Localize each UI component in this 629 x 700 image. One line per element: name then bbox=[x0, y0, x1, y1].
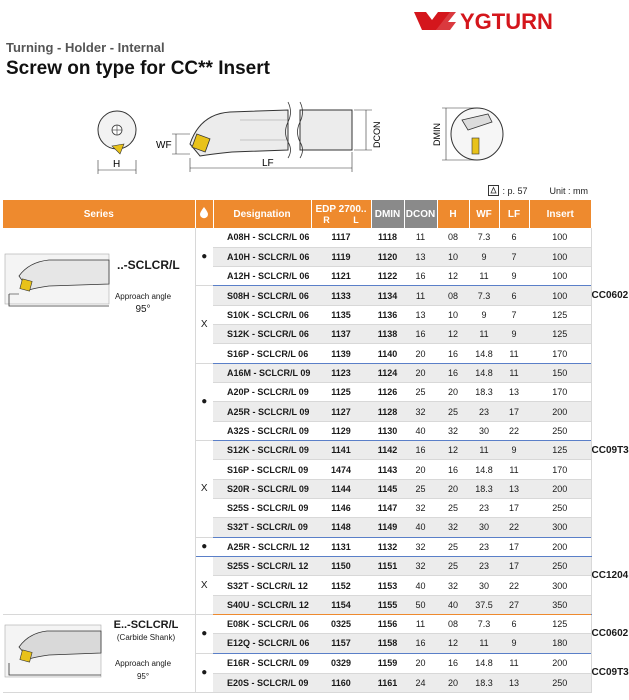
designation-cell: S20R - SCLCR/L 09 bbox=[213, 479, 311, 498]
dcon-cell: 08 bbox=[437, 286, 469, 305]
dcon-cell: 32 bbox=[437, 576, 469, 595]
lf-cell: 250 bbox=[529, 673, 591, 692]
edp-r-cell: 1160 bbox=[311, 673, 371, 692]
holder-diagram bbox=[0, 92, 594, 184]
series-1-approach-value: 95° bbox=[135, 304, 151, 315]
edp-l-cell: 1138 bbox=[371, 325, 404, 344]
designation-cell: E12Q - SCLCR/L 06 bbox=[213, 634, 311, 653]
designation-cell: E16R - SCLCR/L 09 bbox=[213, 653, 311, 673]
edp-l-cell: 1130 bbox=[371, 421, 404, 440]
lf-cell: 100 bbox=[529, 286, 591, 305]
edp-l-cell: 1134 bbox=[371, 286, 404, 305]
h-cell: 23 bbox=[469, 498, 499, 517]
edp-r-cell: 1119 bbox=[311, 247, 371, 266]
edp-r-cell: 1135 bbox=[311, 305, 371, 324]
h-cell: 37.5 bbox=[469, 595, 499, 614]
edp-r-cell: 1117 bbox=[311, 228, 371, 247]
wf-cell: 9 bbox=[499, 267, 529, 286]
lf-cell: 170 bbox=[529, 383, 591, 402]
dcon-cell: 12 bbox=[437, 634, 469, 653]
label-h: H bbox=[113, 159, 121, 170]
dcon-cell: 25 bbox=[437, 537, 469, 556]
edp-l-cell: 1147 bbox=[371, 498, 404, 517]
wf-cell: 9 bbox=[499, 325, 529, 344]
edp-r-cell: 1133 bbox=[311, 286, 371, 305]
dcon-cell: 16 bbox=[437, 653, 469, 673]
edp-r-cell: 1474 bbox=[311, 460, 371, 479]
dcon-cell: 32 bbox=[437, 518, 469, 537]
brand-logo bbox=[412, 8, 582, 34]
edp-r-cell: 1150 bbox=[311, 556, 371, 575]
edp-l-cell: 1126 bbox=[371, 383, 404, 402]
col-coolant bbox=[195, 200, 213, 228]
h-cell: 14.8 bbox=[469, 460, 499, 479]
dcon-cell: 32 bbox=[437, 421, 469, 440]
table-row: E..-SCLCR/L (Carbide Shank) Approach angle 95° ● E08K - SCLCR/L 06 0325 1156 11 08 7.3 6 125 CC0602 bbox=[3, 615, 591, 634]
dcon-cell: 12 bbox=[437, 325, 469, 344]
edp-r-cell: 1141 bbox=[311, 440, 371, 459]
edp-title: EDP 2700.. bbox=[315, 203, 367, 215]
series-1-name: ..-SCLCR/L bbox=[117, 258, 180, 272]
edp-l-cell: 1158 bbox=[371, 634, 404, 653]
designation-cell: A25R - SCLCR/L 09 bbox=[213, 402, 311, 421]
edp-r-cell: 1137 bbox=[311, 325, 371, 344]
wf-cell: 7 bbox=[499, 247, 529, 266]
dmin-cell: 50 bbox=[404, 595, 437, 614]
wf-cell: 17 bbox=[499, 498, 529, 517]
designation-cell: S40U - SCLCR/L 12 bbox=[213, 595, 311, 614]
dmin-cell: 40 bbox=[404, 421, 437, 440]
h-cell: 18.3 bbox=[469, 383, 499, 402]
table-row: ..-SCLCR/L Approach angle 95° ● A08H - SCLCR/L 06 1117 1118 11 08 7.3 6 100 CC0602 bbox=[3, 228, 591, 247]
unit-label: Unit : mm bbox=[549, 185, 588, 196]
dmin-cell: 11 bbox=[404, 228, 437, 247]
breadcrumb: Turning - Holder - Internal bbox=[6, 40, 165, 55]
edp-r-cell: 1157 bbox=[311, 634, 371, 653]
lf-cell: 150 bbox=[529, 363, 591, 382]
edp-r-cell: 1139 bbox=[311, 344, 371, 363]
wf-cell: 6 bbox=[499, 228, 529, 247]
dcon-cell: 16 bbox=[437, 363, 469, 382]
wf-cell: 6 bbox=[499, 286, 529, 305]
designation-cell: S32T - SCLCR/L 09 bbox=[213, 518, 311, 537]
table-row: ● A25R - SCLCR/L 12 1131 1132 32 25 23 17 200 CC1204 bbox=[3, 537, 591, 556]
designation-cell: S16P - SCLCR/L 09 bbox=[213, 460, 311, 479]
label-lf: LF bbox=[262, 158, 274, 169]
lf-cell: 200 bbox=[529, 479, 591, 498]
designation-cell: A10H - SCLCR/L 06 bbox=[213, 247, 311, 266]
coolant-dot-icon: ● bbox=[195, 363, 213, 440]
h-cell: 14.8 bbox=[469, 653, 499, 673]
lf-cell: 170 bbox=[529, 344, 591, 363]
wf-cell: 9 bbox=[499, 634, 529, 653]
h-cell: 14.8 bbox=[469, 344, 499, 363]
edp-l-cell: 1128 bbox=[371, 402, 404, 421]
edp-r-cell: 1154 bbox=[311, 595, 371, 614]
lf-cell: 125 bbox=[529, 305, 591, 324]
wf-cell: 9 bbox=[499, 440, 529, 459]
lf-cell: 125 bbox=[529, 615, 591, 634]
wf-cell: 17 bbox=[499, 537, 529, 556]
series-2-approach-value: 95° bbox=[136, 672, 150, 681]
lf-cell: 100 bbox=[529, 247, 591, 266]
designation-cell: A08H - SCLCR/L 06 bbox=[213, 228, 311, 247]
designation-cell: A32S - SCLCR/L 09 bbox=[213, 421, 311, 440]
dmin-cell: 32 bbox=[404, 402, 437, 421]
table-row: ● E16R - SCLCR/L 09 0329 1159 20 16 14.8 11 200 CC09T3 bbox=[3, 653, 591, 673]
edp-r-cell: 1146 bbox=[311, 498, 371, 517]
dmin-cell: 13 bbox=[404, 305, 437, 324]
edp-l-cell: 1124 bbox=[371, 363, 404, 382]
edp-l-cell: 1156 bbox=[371, 615, 404, 634]
dcon-cell: 12 bbox=[437, 267, 469, 286]
dmin-cell: 16 bbox=[404, 267, 437, 286]
lf-cell: 200 bbox=[529, 653, 591, 673]
wf-cell: 11 bbox=[499, 344, 529, 363]
h-cell: 7.3 bbox=[469, 286, 499, 305]
series-2-approach bbox=[111, 657, 175, 683]
bore-view bbox=[432, 108, 503, 160]
h-cell: 11 bbox=[469, 440, 499, 459]
edp-l-cell: 1159 bbox=[371, 653, 404, 673]
designation-cell: A12H - SCLCR/L 06 bbox=[213, 267, 311, 286]
h-cell: 11 bbox=[469, 634, 499, 653]
edp-r: R bbox=[323, 214, 330, 225]
lf-cell: 125 bbox=[529, 325, 591, 344]
h-cell: 23 bbox=[469, 556, 499, 575]
edp-r-cell: 1123 bbox=[311, 363, 371, 382]
dcon-cell: 08 bbox=[437, 615, 469, 634]
lf-cell: 300 bbox=[529, 518, 591, 537]
page-title: Screw on type for CC** Insert bbox=[6, 58, 270, 79]
no-coolant-x-icon: X bbox=[195, 440, 213, 537]
dmin-cell: 25 bbox=[404, 479, 437, 498]
end-view bbox=[98, 111, 136, 174]
designation-cell: S16P - SCLCR/L 06 bbox=[213, 344, 311, 363]
dmin-cell: 40 bbox=[404, 518, 437, 537]
col-series: Series bbox=[3, 200, 195, 228]
designation-cell: S10K - SCLCR/L 06 bbox=[213, 305, 311, 324]
lf-cell: 250 bbox=[529, 421, 591, 440]
dcon-cell: 25 bbox=[437, 402, 469, 421]
edp-l-cell: 1161 bbox=[371, 673, 404, 692]
designation-cell: A20P - SCLCR/L 09 bbox=[213, 383, 311, 402]
dcon-cell: 10 bbox=[437, 247, 469, 266]
col-h: H bbox=[437, 200, 469, 228]
wf-cell: 17 bbox=[499, 556, 529, 575]
wf-cell: 11 bbox=[499, 653, 529, 673]
wf-cell: 13 bbox=[499, 383, 529, 402]
series-2-illustration bbox=[5, 621, 105, 683]
series-1-illustration bbox=[5, 246, 115, 316]
edp-l-cell: 1140 bbox=[371, 344, 404, 363]
dcon-cell: 20 bbox=[437, 673, 469, 692]
series-cell bbox=[3, 228, 195, 615]
edp-r-cell: 1144 bbox=[311, 479, 371, 498]
h-cell: 30 bbox=[469, 518, 499, 537]
lf-cell: 200 bbox=[529, 402, 591, 421]
dmin-cell: 32 bbox=[404, 498, 437, 517]
edp-r-cell: 1127 bbox=[311, 402, 371, 421]
series-2-title: E..-SCLCR/L bbox=[113, 619, 179, 631]
insert-ref bbox=[488, 185, 527, 196]
h-cell: 18.3 bbox=[469, 479, 499, 498]
dmin-cell: 16 bbox=[404, 634, 437, 653]
logo-text: YGTURN bbox=[460, 9, 553, 34]
series-1-approach-label: Approach angle bbox=[114, 292, 172, 301]
dcon-cell: 25 bbox=[437, 498, 469, 517]
no-coolant-x-icon: X bbox=[195, 556, 213, 614]
edp-l-cell: 1143 bbox=[371, 460, 404, 479]
edp-l-cell: 1153 bbox=[371, 576, 404, 595]
dmin-cell: 20 bbox=[404, 460, 437, 479]
series-2-subtitle: (Carbide Shank) bbox=[116, 633, 176, 642]
wf-cell: 22 bbox=[499, 421, 529, 440]
col-dmin: DMIN bbox=[371, 200, 404, 228]
label-wf: WF bbox=[156, 140, 172, 151]
edp-l-cell: 1120 bbox=[371, 247, 404, 266]
coolant-dot-icon: ● bbox=[195, 228, 213, 286]
wf-cell: 7 bbox=[499, 305, 529, 324]
dmin-cell: 32 bbox=[404, 556, 437, 575]
label-dcon: DCON bbox=[372, 121, 382, 148]
designation-cell: S25S - SCLCR/L 09 bbox=[213, 498, 311, 517]
dmin-cell: 40 bbox=[404, 576, 437, 595]
h-cell: 14.8 bbox=[469, 363, 499, 382]
coolant-dot-icon: ● bbox=[195, 653, 213, 693]
no-coolant-x-icon: X bbox=[195, 286, 213, 363]
series-2-approach-label: Approach angle bbox=[114, 659, 172, 668]
col-edp bbox=[311, 200, 371, 228]
col-designation: Designation bbox=[213, 200, 311, 228]
h-cell: 23 bbox=[469, 402, 499, 421]
h-cell: 9 bbox=[469, 305, 499, 324]
label-dmin: DMIN bbox=[432, 123, 442, 146]
dcon-cell: 20 bbox=[437, 479, 469, 498]
dcon-cell: 16 bbox=[437, 344, 469, 363]
series-1-approach bbox=[111, 290, 175, 316]
insert-shape-icon bbox=[488, 185, 499, 196]
dcon-cell: 08 bbox=[437, 228, 469, 247]
edp-r-cell: 1129 bbox=[311, 421, 371, 440]
edp-r-cell: 0329 bbox=[311, 653, 371, 673]
col-insert: Insert bbox=[529, 200, 591, 228]
edp-l: L bbox=[353, 214, 359, 225]
designation-cell: S25S - SCLCR/L 12 bbox=[213, 556, 311, 575]
edp-l-cell: 1145 bbox=[371, 479, 404, 498]
lf-cell: 350 bbox=[529, 595, 591, 614]
edp-r-cell: 1125 bbox=[311, 383, 371, 402]
h-cell: 7.3 bbox=[469, 228, 499, 247]
h-cell: 30 bbox=[469, 576, 499, 595]
h-cell: 18.3 bbox=[469, 673, 499, 692]
designation-cell: E20S - SCLCR/L 09 bbox=[213, 673, 311, 692]
col-wf: WF bbox=[469, 200, 499, 228]
edp-l-cell: 1136 bbox=[371, 305, 404, 324]
h-cell: 30 bbox=[469, 421, 499, 440]
edp-l-cell: 1122 bbox=[371, 267, 404, 286]
dcon-cell: 12 bbox=[437, 440, 469, 459]
designation-cell: A16M - SCLCR/L 09 bbox=[213, 363, 311, 382]
h-cell: 9 bbox=[469, 247, 499, 266]
wf-cell: 27 bbox=[499, 595, 529, 614]
wf-cell: 11 bbox=[499, 460, 529, 479]
table-row: ● A16M - SCLCR/L 09 1123 1124 20 16 14.8 11 150 CC09T3 bbox=[3, 363, 591, 382]
wf-cell: 17 bbox=[499, 402, 529, 421]
lf-cell: 250 bbox=[529, 498, 591, 517]
dmin-cell: 20 bbox=[404, 363, 437, 382]
dcon-cell: 40 bbox=[437, 595, 469, 614]
lf-cell: 100 bbox=[529, 267, 591, 286]
dmin-cell: 11 bbox=[404, 286, 437, 305]
lf-cell: 100 bbox=[529, 228, 591, 247]
wf-cell: 13 bbox=[499, 479, 529, 498]
col-lf: LF bbox=[499, 200, 529, 228]
designation-cell: A25R - SCLCR/L 12 bbox=[213, 537, 311, 556]
edp-r-cell: 1121 bbox=[311, 267, 371, 286]
dcon-cell: 16 bbox=[437, 460, 469, 479]
dcon-cell: 25 bbox=[437, 556, 469, 575]
edp-l-cell: 1149 bbox=[371, 518, 404, 537]
wf-cell: 22 bbox=[499, 518, 529, 537]
dmin-cell: 32 bbox=[404, 537, 437, 556]
wf-cell: 22 bbox=[499, 576, 529, 595]
edp-r-cell: 1148 bbox=[311, 518, 371, 537]
designation-cell: S12K - SCLCR/L 06 bbox=[213, 325, 311, 344]
wf-cell: 13 bbox=[499, 673, 529, 692]
lf-cell: 250 bbox=[529, 556, 591, 575]
lf-cell: 200 bbox=[529, 537, 591, 556]
coolant-dot-icon: ● bbox=[195, 537, 213, 556]
lf-cell: 180 bbox=[529, 634, 591, 653]
dmin-cell: 11 bbox=[404, 615, 437, 634]
h-cell: 11 bbox=[469, 325, 499, 344]
edp-l-cell: 1155 bbox=[371, 595, 404, 614]
dmin-cell: 13 bbox=[404, 247, 437, 266]
lf-cell: 170 bbox=[529, 460, 591, 479]
h-cell: 11 bbox=[469, 267, 499, 286]
edp-l-cell: 1142 bbox=[371, 440, 404, 459]
spec-table bbox=[3, 200, 629, 693]
designation-cell: S12K - SCLCR/L 09 bbox=[213, 440, 311, 459]
designation-cell: S32T - SCLCR/L 12 bbox=[213, 576, 311, 595]
wf-cell: 11 bbox=[499, 363, 529, 382]
edp-l-cell: 1132 bbox=[371, 537, 404, 556]
dmin-cell: 16 bbox=[404, 325, 437, 344]
series-cell bbox=[3, 615, 195, 693]
insert-ref-page: : p. 57 bbox=[502, 185, 528, 196]
dmin-cell: 20 bbox=[404, 653, 437, 673]
dmin-cell: 20 bbox=[404, 344, 437, 363]
coolant-drop-icon bbox=[200, 207, 208, 218]
table-header bbox=[3, 200, 591, 228]
dcon-cell: 20 bbox=[437, 383, 469, 402]
dmin-cell: 24 bbox=[404, 673, 437, 692]
lf-cell: 125 bbox=[529, 440, 591, 459]
edp-r-cell: 1131 bbox=[311, 537, 371, 556]
edp-r-cell: 0325 bbox=[311, 615, 371, 634]
dmin-cell: 25 bbox=[404, 383, 437, 402]
edp-l-cell: 1151 bbox=[371, 556, 404, 575]
side-view bbox=[156, 102, 382, 172]
wf-cell: 6 bbox=[499, 615, 529, 634]
legend-row bbox=[488, 185, 588, 196]
edp-r-cell: 1152 bbox=[311, 576, 371, 595]
dcon-cell: 10 bbox=[437, 305, 469, 324]
col-dcon: DCON bbox=[404, 200, 437, 228]
series-2-name bbox=[107, 619, 185, 642]
h-cell: 7.3 bbox=[469, 615, 499, 634]
dmin-cell: 16 bbox=[404, 440, 437, 459]
edp-l-cell: 1118 bbox=[371, 228, 404, 247]
lf-cell: 300 bbox=[529, 576, 591, 595]
designation-cell: E08K - SCLCR/L 06 bbox=[213, 615, 311, 634]
designation-cell: S08H - SCLCR/L 06 bbox=[213, 286, 311, 305]
coolant-dot-icon: ● bbox=[195, 615, 213, 654]
h-cell: 23 bbox=[469, 537, 499, 556]
